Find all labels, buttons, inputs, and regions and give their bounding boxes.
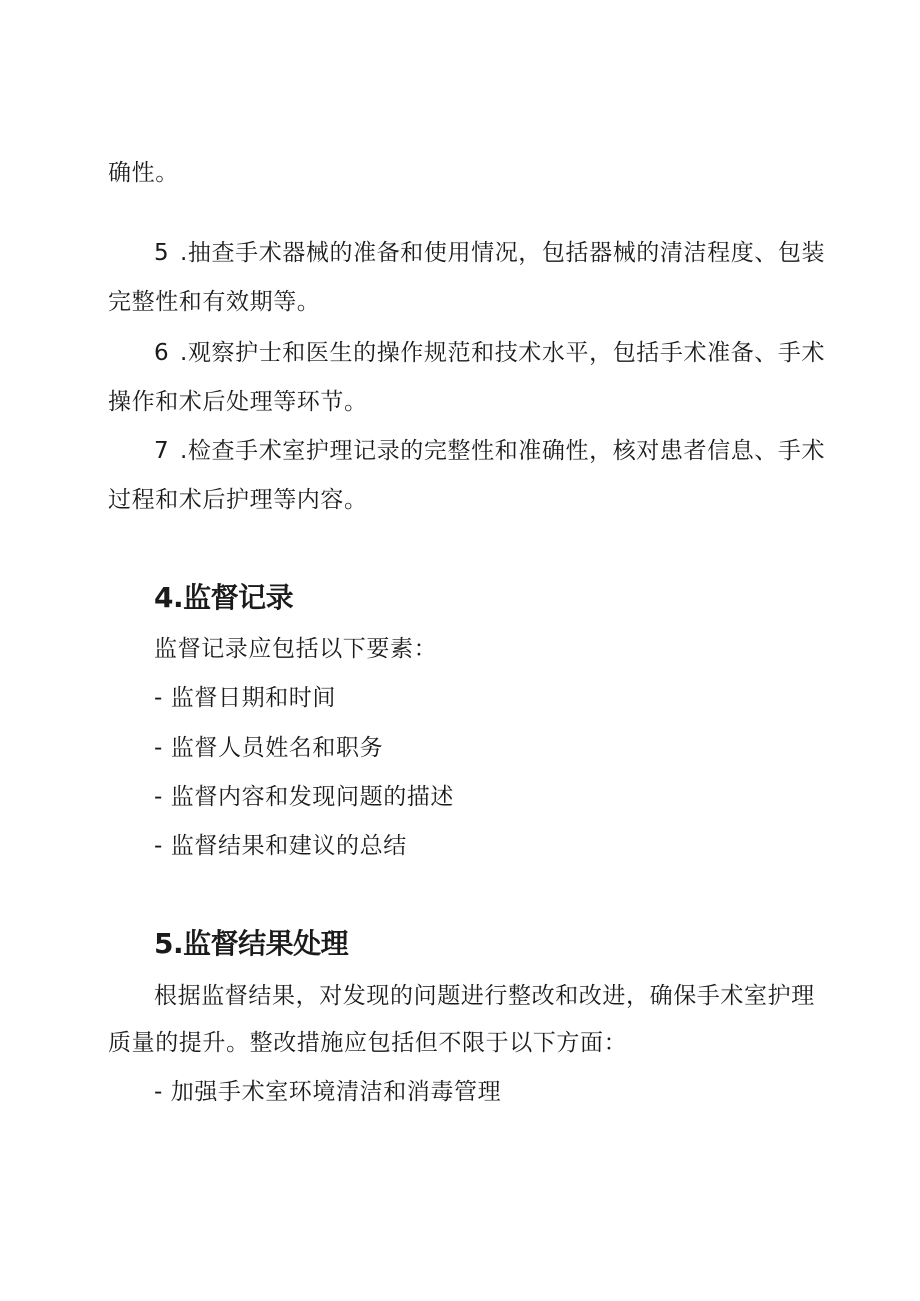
section-4-heading: 4.监督记录 (154, 581, 294, 614)
item-number: 7 (154, 438, 170, 464)
continued-text-line: 确性。 (108, 160, 179, 186)
list-item-7-line1 (154, 436, 826, 466)
list-item-6-line1 (154, 338, 826, 368)
section-5-heading: 5.监督结果处理 (154, 927, 349, 960)
item-number: 6 (154, 340, 170, 366)
list-item-5-line2: 完整性和有效期等。 (108, 289, 321, 315)
bullet-item: - 监督日期和时间 (154, 685, 337, 711)
item-text: .抽查手术器械的准备和使用情况，包括器械的清洁程度、包装 (180, 240, 826, 266)
list-item-7-line2: 过程和术后护理等内容。 (108, 487, 368, 513)
section-5-paragraph-line2: 质量的提升。整改措施应包括但不限于以下方面： (108, 1030, 628, 1056)
section-4-intro: 监督记录应包括以下要素： (154, 636, 438, 662)
list-item-5-line1 (154, 238, 826, 268)
item-number: 5 (154, 240, 170, 266)
list-item-6-line2: 操作和术后处理等环节。 (108, 389, 368, 415)
item-text: .检查手术室护理记录的完整性和准确性，核对患者信息、手术 (180, 438, 826, 464)
item-text: .观察护士和医生的操作规范和技术水平，包括手术准备、手术 (180, 340, 826, 366)
bullet-item: - 监督内容和发现问题的描述 (154, 784, 455, 810)
bullet-item: - 监督人员姓名和职务 (154, 735, 384, 761)
bullet-item: - 加强手术室环境清洁和消毒管理 (154, 1079, 502, 1105)
bullet-item: - 监督结果和建议的总结 (154, 833, 407, 859)
section-5-paragraph-line1: 根据监督结果，对发现的问题进行整改和改进，确保手术室护理 (154, 983, 815, 1009)
